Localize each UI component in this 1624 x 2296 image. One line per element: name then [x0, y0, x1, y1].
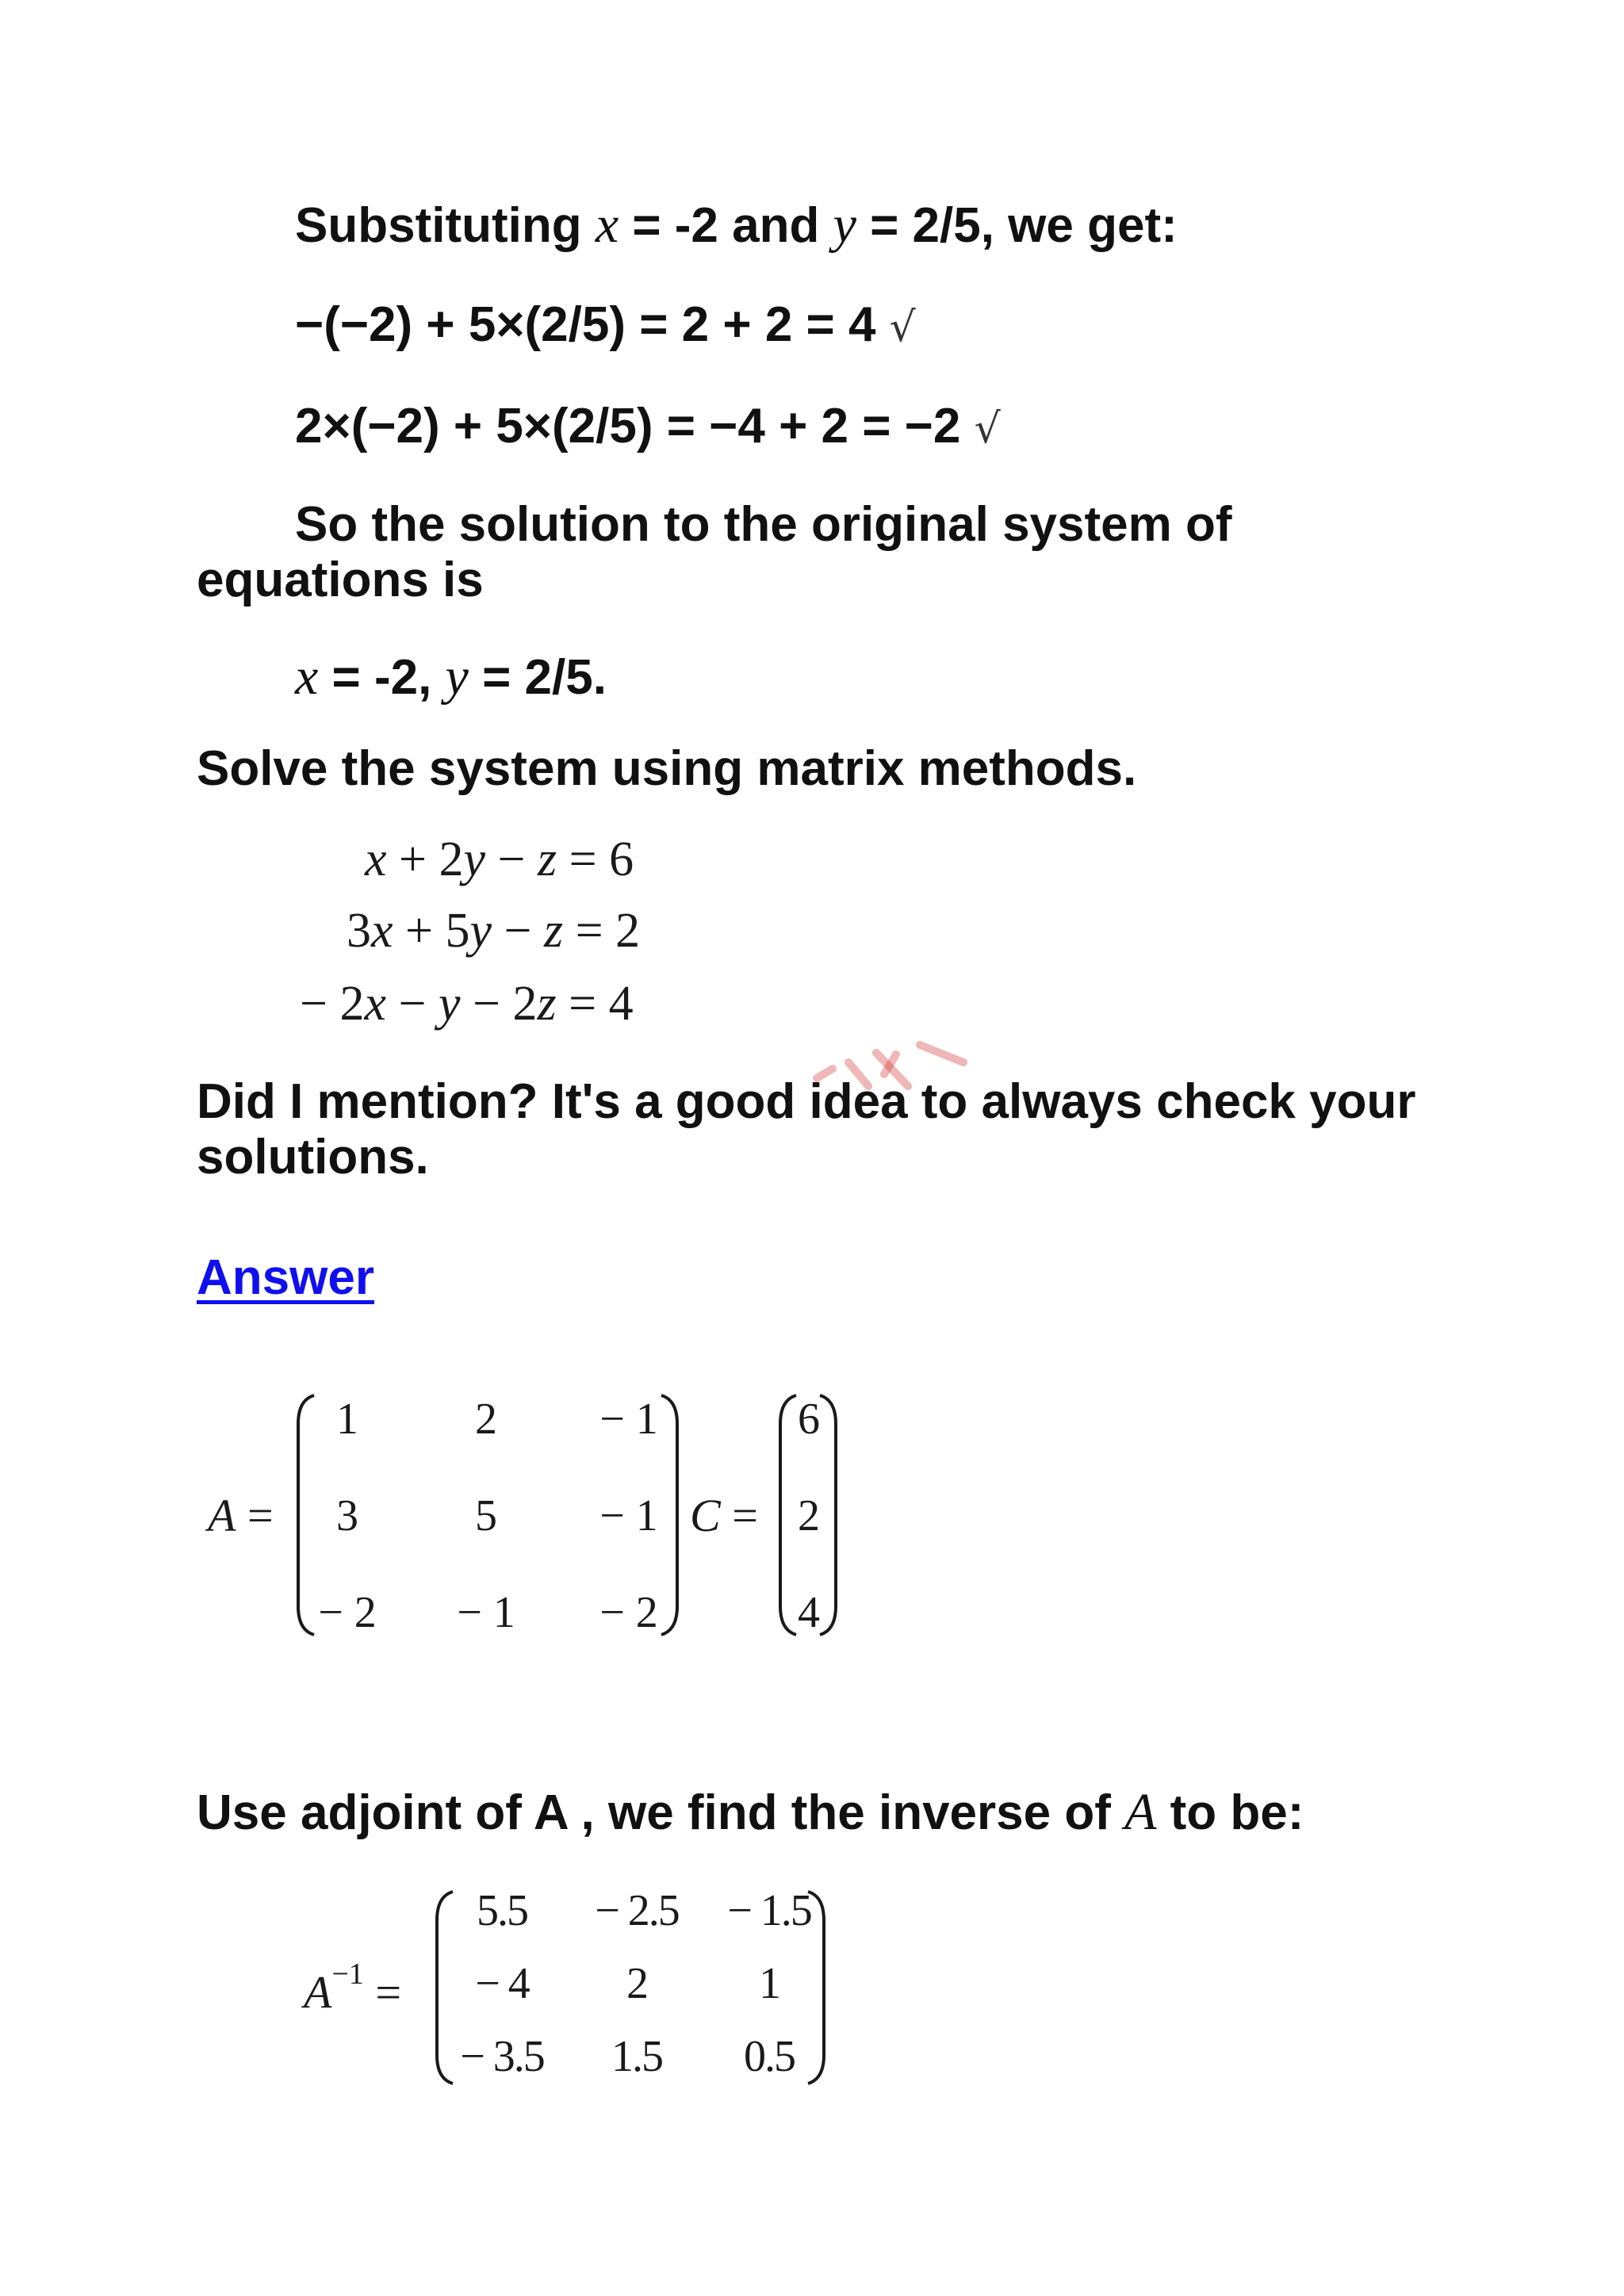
var-a: A	[1124, 1783, 1157, 1841]
eq2-z: z	[544, 904, 564, 958]
matrix-a-cell: 3	[336, 1491, 358, 1540]
matrix-a-cell: − 1	[599, 1491, 658, 1540]
matrix-a-cell: 5	[475, 1491, 497, 1540]
solution-text-a: = -2,	[318, 650, 446, 705]
matrix-a-cell: − 2	[318, 1588, 377, 1637]
eq3-a: − 2	[300, 977, 365, 1031]
eq1-d: −	[485, 832, 538, 886]
solution-intro-line-1: So the solution to the original system of	[295, 497, 1232, 552]
check-line-2-text: 2×(−2) + 5×(2/5) = −4 + 2 = −2	[295, 399, 961, 453]
check-intro	[295, 197, 1178, 254]
matrix-c-cell: 2	[798, 1491, 820, 1540]
eq3-y: y	[438, 977, 461, 1031]
eq2-x: x	[371, 904, 393, 958]
matrix-c-letter: C	[690, 1490, 721, 1541]
checkmark-icon: √	[889, 304, 916, 351]
var-x: x	[295, 648, 319, 706]
matrix-ainv-cell: − 3.5	[460, 2032, 544, 2081]
matrix-c-eq: =	[720, 1490, 758, 1541]
matrix-ainv-cell: 1.5	[611, 2032, 662, 2081]
check-line-2	[295, 398, 1001, 457]
eq1-b: + 2	[386, 832, 464, 886]
eq2-a: 3	[347, 904, 371, 958]
reminder-line-1: Did I mention? It's a good idea to always check your	[197, 1074, 1416, 1129]
inverse-intro-c: to be:	[1156, 1785, 1304, 1840]
matrix-a-cell: 1	[336, 1395, 358, 1444]
checkmark-icon: √	[974, 405, 1001, 453]
solution-text-b: = 2/5.	[468, 650, 607, 705]
eq3-x: x	[364, 977, 386, 1031]
equation-3	[300, 975, 634, 1032]
equation-1	[365, 831, 634, 888]
check-line-1-text: −(−2) + 5×(2/5) = 2 + 2 = 4	[295, 297, 876, 352]
eq1-y: y	[463, 832, 486, 886]
problem-statement: Solve the system using matrix methods.	[197, 741, 1137, 796]
matrix-a-letter: A	[208, 1490, 236, 1541]
matrix-ainv-cell: 2	[626, 1959, 647, 2008]
matrix-c-cell: 4	[798, 1588, 820, 1637]
eq3-z: z	[537, 977, 557, 1031]
solution-statement	[295, 649, 607, 706]
matrix-ainv-cell: 0.5	[744, 2032, 795, 2081]
check-intro-text-a: Substituting	[295, 198, 596, 253]
eq2-g: = 2	[563, 904, 641, 958]
inverse-intro-a: Use adjoint of A , we find the inverse of	[197, 1785, 1125, 1840]
answer-link[interactable]: Answer	[197, 1250, 374, 1305]
matrix-ainv-eq: =	[363, 1966, 402, 2019]
matrix-ainv-cell: 1	[759, 1959, 779, 2008]
matrix-a-eq: =	[236, 1490, 274, 1541]
matrix-a-label	[208, 1492, 274, 1540]
matrix-ainv-cell: 5.5	[477, 1886, 527, 1935]
var-x: x	[595, 196, 619, 254]
eq1-z: z	[538, 832, 557, 886]
matrix-a-cell: − 2	[599, 1588, 658, 1637]
var-y: y	[445, 648, 469, 706]
check-intro-text-b: = -2 and	[619, 198, 833, 253]
matrix-a-cell: − 1	[457, 1588, 515, 1637]
check-intro-text-c: = 2/5, we get:	[856, 198, 1178, 253]
matrix-ainv-letter: A	[304, 1966, 332, 2019]
eq2-c: + 5	[393, 904, 470, 958]
matrix-ainv-cell: − 1.5	[727, 1886, 811, 1935]
check-line-1	[295, 297, 916, 356]
eq2-y: y	[469, 904, 492, 958]
reminder-line-2: solutions.	[197, 1130, 429, 1184]
matrix-ainv-label	[304, 1957, 402, 2019]
matrix-a-cell: 2	[475, 1395, 497, 1444]
matrix-ainv-cell: − 4	[475, 1959, 529, 2008]
matrix-ainv-cell: − 2.5	[595, 1886, 679, 1935]
eq3-e: − 2	[460, 977, 538, 1031]
eq3-g: = 4	[556, 977, 634, 1031]
matrix-c-label	[690, 1492, 758, 1540]
var-y: y	[833, 196, 856, 254]
eq3-c: −	[386, 977, 439, 1031]
matrix-c-cell: 6	[798, 1395, 820, 1444]
equation-2	[347, 902, 640, 959]
eq1-x: x	[365, 832, 387, 886]
matrix-ainv-exponent: −1	[331, 1957, 364, 1991]
eq2-e: −	[492, 904, 544, 958]
solution-intro-line-2: equations is	[197, 553, 484, 607]
matrix-a-cell: − 1	[599, 1395, 658, 1444]
eq1-f: = 6	[557, 832, 634, 886]
inverse-intro	[197, 1784, 1304, 1842]
